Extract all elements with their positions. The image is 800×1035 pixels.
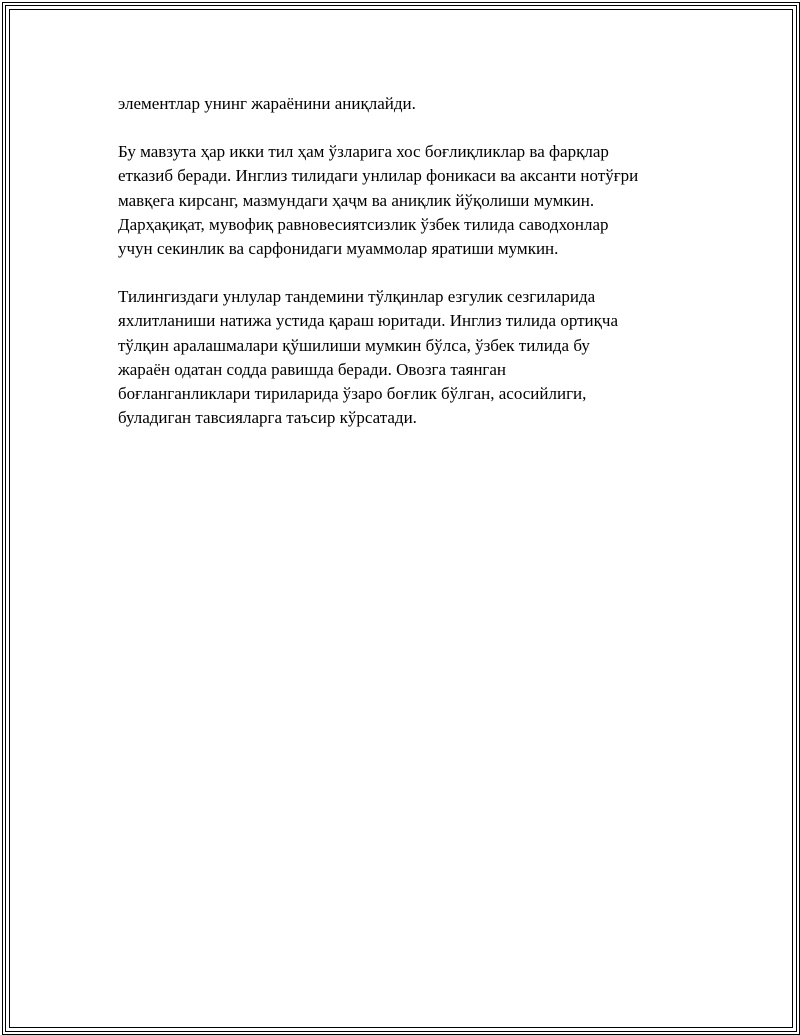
paragraph-2: Бу мавзута ҳар икки тил ҳам ўзларига хос боғлиқликлар ва фарқлар етказиб беради. Инглиз тилидаги унлилар фоникаси ва аксанти нотўғри мавқега кирсанг, мазмундаги ҳаҷм ва аниқлик йўқолиши мумкин. Дарҳақиқат, мувофиқ равновесиятсизлик ўзбек тилида саводхонлар учун секинлик ва сарфонидаги муаммолар яратиши мумкин.: [118, 142, 639, 259]
paragraph-1: элементлар унинг жараёнини аниқлайди.: [118, 94, 416, 113]
paragraph-3: Тилингиздаги унлулар тандемини тўлқинлар езгулик сезгиларида яхлитланиши натижа устида қараш юритади. Инглиз тилида ортиқча тўлқин аралашмалари қўшилиши мумкин бўлса, ўзбек тилида бу жараён одатан содда равишда беради. Овозга таянган боғланганликлари тириларида ўзаро боғлик бўлган, асосийлиги, буладиган тавсияларга таъсир кўрсатади.: [118, 287, 619, 428]
document-body: [118, 92, 718, 454]
